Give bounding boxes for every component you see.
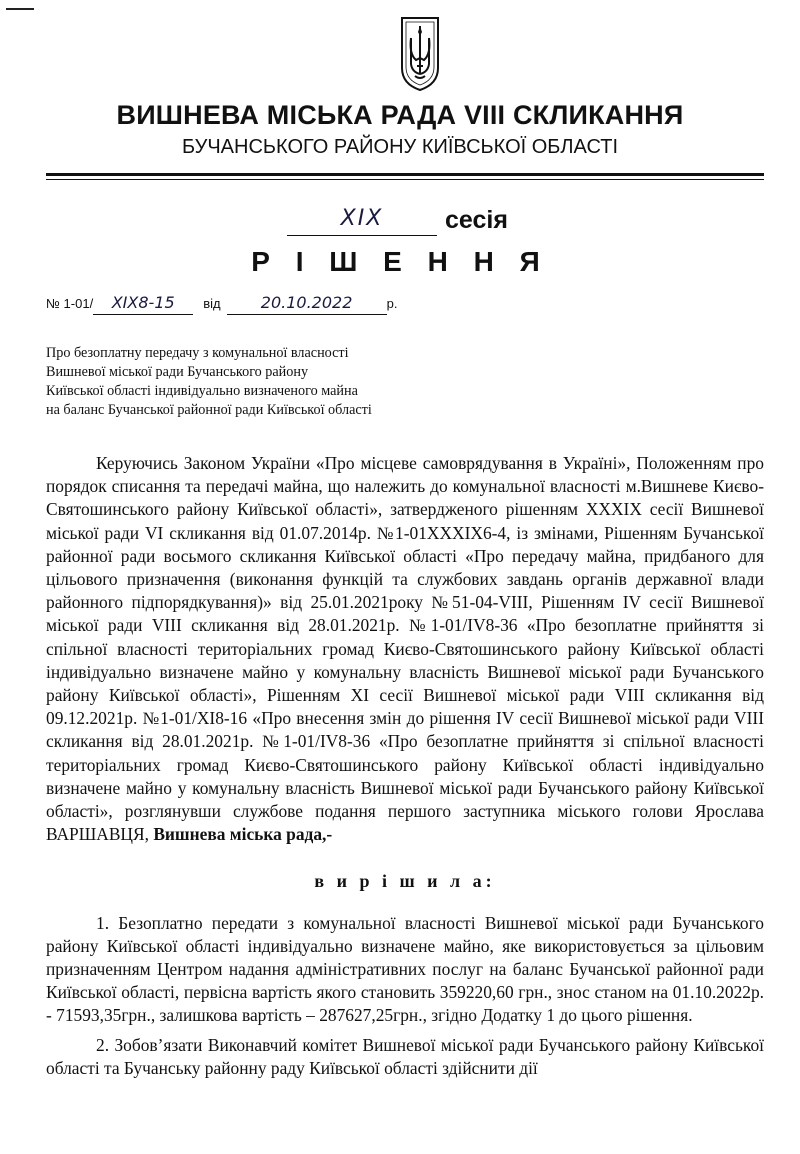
session-line: [287, 203, 508, 237]
header-rule-thin: [46, 179, 764, 180]
preamble-bold-tail: Вишнева міська рада,-: [153, 824, 333, 845]
resolved-label: в и р і ш и л а:: [314, 871, 496, 892]
decision-subject: [46, 344, 466, 420]
council-district: БУЧАНСЬКОГО РАЙОНУ КИЇВСЬКОЇ ОБЛАСТІ: [181, 136, 618, 158]
preamble-paragraph: [46, 452, 764, 846]
decision-body: [46, 452, 764, 1080]
session-number-handwritten: XIX: [287, 203, 437, 236]
subject-line: Київської області індивідуально визначеного майна: [46, 383, 358, 399]
decision-number-handwritten: XIX8-15: [93, 292, 193, 315]
subject-line: Вишневої міської ради Бучанського району: [46, 364, 309, 380]
subject-line: на баланс Бучанської районної ради Київської області: [46, 402, 372, 418]
trident-emblem-icon: [398, 14, 442, 92]
date-label: від: [203, 296, 221, 311]
subject-line: Про безоплатну передачу з комунальної власності: [46, 345, 349, 361]
document-type-title: Р І Ш Е Н Н Я: [251, 246, 549, 277]
date-suffix: р.: [386, 296, 398, 311]
number-prefix: № 1-01/: [46, 296, 94, 311]
scan-corner-mark: [6, 8, 34, 10]
preamble-text: Керуючись Законом України «Про місцеве самоврядування в Україні», Положенням про порядок списання та передачі майна, що належить до комунальної власності м.Вишневе Києво-Святошинського району Київської області», затвердженого рішенням XXXIX сесії Вишневої міської ради VI скликання від 01.07.2014р. №1-01XXXIX6-4, із змінами, Рішенням Бучанської районної ради восьмого скликання Київської області «Про передачу майна, придбаного для цільового призначення (виконання функцій та службових завдань органів державної влади районного підпорядкування)» від 25.01.2021року №51-04-VIII, Рішенням IV сесії Вишневої міської ради VIII скликання від 28.01.2021р. №1-01/IV8-36 «Про безоплатне прийняття зі спільної власності територіальних громад Києво-Святошинського району Київської області індивідуально визначене майно у комунальну власність Вишневої міської ради Бучанського району Київської області», Рішенням XI сесії Вишневої міської ради VIII скликання від 09.12.2021р. №1-01/XI8-16 «Про внесення змін до рішення IV сесії Вишневої міської ради VIII скликання від 28.01.2021р. №1-01/IV8-36 «Про безоплатне прийняття зі спільної власності територіальних громад Києво-Святошинського району Київської області індивідуально визначене майно у комунальну власність Вишневої міської ради Бучанського району Київської області», розглянувши службове подання першого заступника міського голови Ярослава ВАРШАВЦЯ,: [46, 453, 764, 845]
session-word: сесія: [445, 206, 508, 234]
resolution-item-1: 1. Безоплатно передати з комунальної власності Вишневої міської ради Бучанського району Київської області індивідуально визначене майно, яке використовується за цільовим призначенням Центром надання адміністративних послуг на баланс Бучанської районної ради Київської області, первісна вартість якого становить 359220,60 грн., знос станом на 01.10.2022р. - 71593,35грн., залишкова вартість – 287627,25грн., згідно Додатку 1 до цього рішення.: [46, 912, 764, 1026]
decision-number-line: [46, 292, 397, 318]
resolution-item-2: 2. Зобов’язати Виконавчий комітет Вишневої міської ради Бучанського району Київської області та Бучанську районну раду Київської області здійснити дії: [46, 1034, 764, 1078]
council-name: ВИШНЕВА МІСЬКА РАДА VIII СКЛИКАННЯ: [116, 100, 684, 130]
header-rule-thick: [46, 173, 764, 176]
decision-date-handwritten: 20.10.2022: [227, 292, 387, 315]
